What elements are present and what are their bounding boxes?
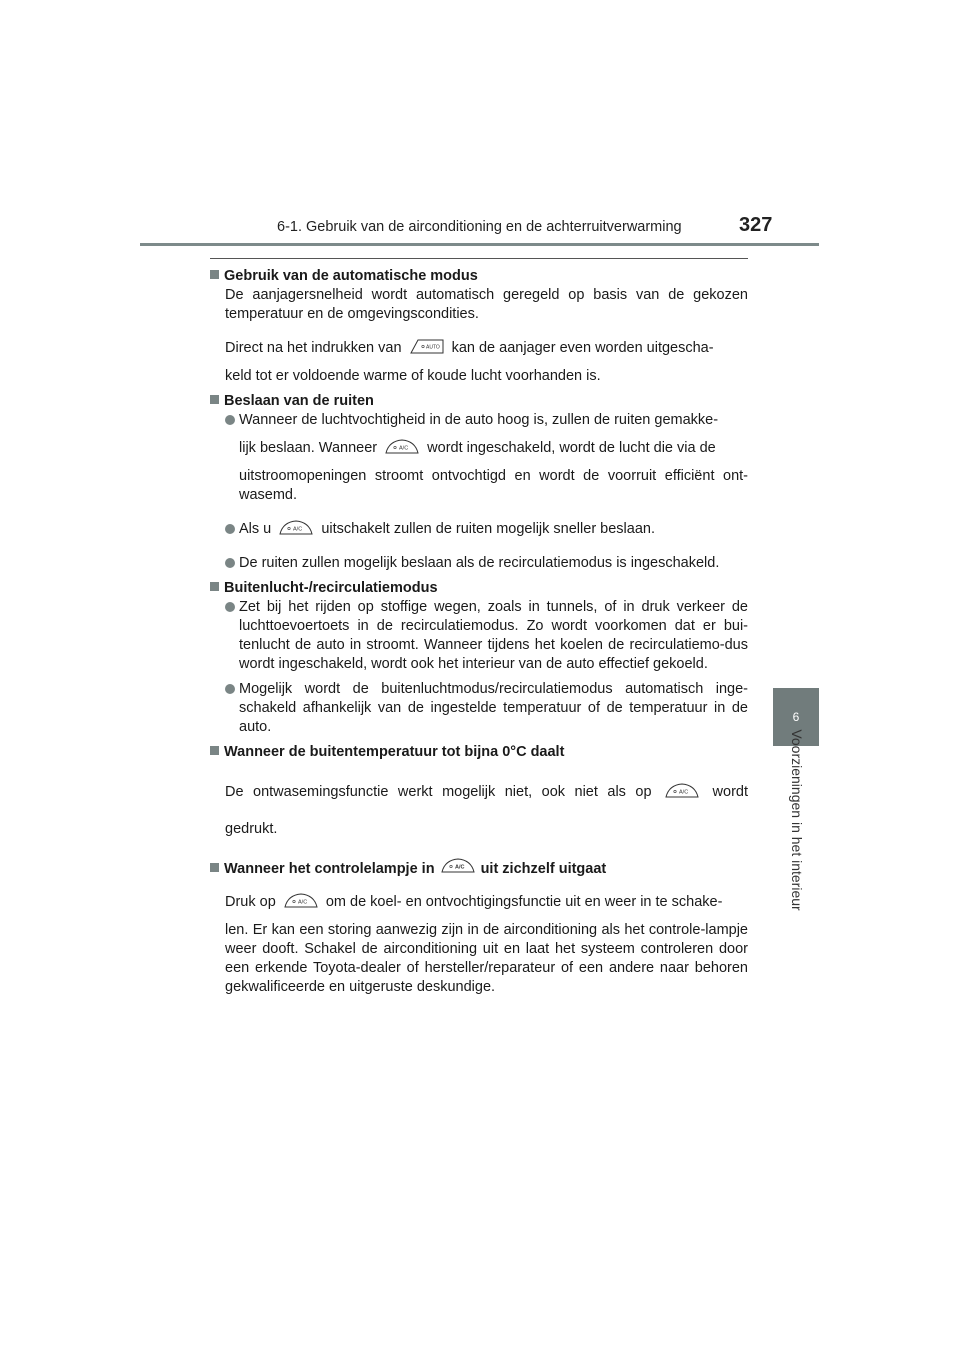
list-item-text: Mogelijk wordt de buitenluchtmodus/recirculatiemodus automatisch inge-schakeld afhankelijk van de ingestelde temperatuur of de temperatuur in de auto. (239, 681, 748, 735)
square-bullet-icon (210, 395, 219, 404)
chapter-label: Voorzieningen in het interieur (789, 729, 805, 911)
svg-text:AUTO: AUTO (425, 344, 440, 351)
svg-text:A/C: A/C (399, 445, 409, 452)
round-bullet-icon (225, 684, 235, 694)
ac-button-icon (385, 439, 419, 454)
section-heading-text: uit zichzelf uitgaat (480, 861, 607, 877)
section-body (210, 286, 748, 386)
list-item-text (239, 511, 748, 548)
text-line: len. Er kan een storing aanwezig zijn in de airconditioning als het controle-lampje weer dooft. Schakel de airconditioning uit en laat het systeem controleren door een erkende Toyota-dealer of hersteller/reparateur of een andere naar behoren gekwalificeerde en uitgeruste deskundige. (225, 922, 748, 995)
section-body (210, 774, 748, 848)
text-segment: wordt (712, 784, 749, 800)
text-segment: Direct na het indrukken van (225, 340, 402, 356)
text-line: gedrukt. (225, 821, 278, 837)
text-segment: kan de aanjager even worden uitgescha- (451, 340, 714, 356)
svg-text:A/C: A/C (297, 899, 307, 906)
page-content (210, 263, 748, 1003)
text-segment: Druk op (225, 894, 276, 910)
section-heading (210, 579, 748, 598)
text-segment: wordt ingeschakeld, wordt de lucht die via de (427, 440, 716, 456)
section-heading (210, 854, 748, 884)
text-segment: lijk beslaan. Wanneer (239, 440, 378, 456)
page-number: 327 (739, 214, 773, 236)
section-heading-text: Wanneer het controlelampje in (224, 861, 435, 877)
header-divider (140, 243, 819, 246)
ac-button-icon (441, 858, 475, 873)
section-body (210, 884, 748, 997)
svg-text:A/C: A/C (454, 864, 465, 871)
paragraph: De aanjagersnelheid wordt automatisch geregeld op basis van de gekozen temperatuur en de omgevingscondities. (225, 287, 748, 322)
paragraph (225, 774, 748, 848)
svg-text:A/C: A/C (679, 789, 689, 796)
text-line (225, 330, 748, 367)
section-heading (210, 743, 748, 762)
round-bullet-icon (225, 602, 235, 612)
list-item-text: De ruiten zullen mogelijk beslaan als de recirculatiemodus is ingeschakeld. (239, 555, 720, 571)
round-bullet-icon (225, 558, 235, 568)
text-line: uitstroomopeningen stroomt ontvochtigd en wordt de voorruit efficiënt ont-wasemd. (239, 468, 748, 503)
list-item (225, 511, 748, 548)
list-item-text: Zet bij het rijden op stoffige wegen, zoals in tunnels, of in druk verkeer de luchttoevoertoets in de recirculatiemodus. Zo wordt voorkomen dat er bui-tenlucht de auto in stroomt. Wanneer tijdens het koelen de recirculatiemo-dus wordt ingeschakeld, wordt ook het interieur van de auto effectief gekoeld. (239, 599, 748, 672)
text-segment: Als u (239, 521, 272, 537)
ac-button-icon (284, 893, 318, 908)
text-line: keld tot er voldoende warme of koude lucht voorhanden is. (225, 368, 601, 384)
text-segment: De ontwasemingsfunctie werkt mogelijk niet, ook niet als op (225, 784, 652, 800)
square-bullet-icon (210, 746, 219, 755)
round-bullet-icon (225, 415, 235, 425)
section-heading-text: Wanneer de buitentemperatuur tot bijna 0°C daalt (224, 744, 565, 760)
list-item (225, 680, 748, 737)
text-line (239, 430, 748, 467)
section-heading (210, 267, 748, 286)
page-header-title: 6-1. Gebruik van de airconditioning en de achterruitverwarming (277, 219, 682, 235)
ac-button-icon (279, 520, 313, 535)
square-bullet-icon (210, 582, 219, 591)
chapter-tab[interactable]: 6 (773, 688, 819, 746)
content-divider (210, 258, 748, 259)
text-segment: om de koel- en ontvochtigingsfunctie uit en weer in te schake- (325, 894, 723, 910)
text-line: Wanneer de luchtvochtigheid in de auto hoog is, zullen de ruiten gemakke- (239, 412, 719, 428)
ac-button-icon (665, 783, 699, 798)
section-body (210, 411, 748, 573)
list-item (225, 598, 748, 674)
paragraph (225, 330, 748, 386)
list-item-text (239, 411, 748, 505)
section-heading (210, 392, 748, 411)
list-item (225, 554, 748, 573)
section-heading-text: Gebruik van de automatische modus (224, 268, 478, 284)
round-bullet-icon (225, 524, 235, 534)
paragraph (225, 884, 748, 997)
text-segment: uitschakelt zullen de ruiten mogelijk sneller beslaan. (321, 521, 655, 537)
text-line (225, 774, 748, 811)
svg-text:A/C: A/C (293, 526, 303, 533)
square-bullet-icon (210, 270, 219, 279)
text-line (225, 884, 748, 921)
section-heading-text: Buitenlucht-/recirculatiemodus (224, 580, 438, 596)
section-heading-text: Beslaan van de ruiten (224, 393, 374, 409)
section-body (210, 598, 748, 737)
list-item (225, 411, 748, 505)
square-bullet-icon (210, 863, 219, 872)
auto-button-icon (410, 339, 444, 354)
